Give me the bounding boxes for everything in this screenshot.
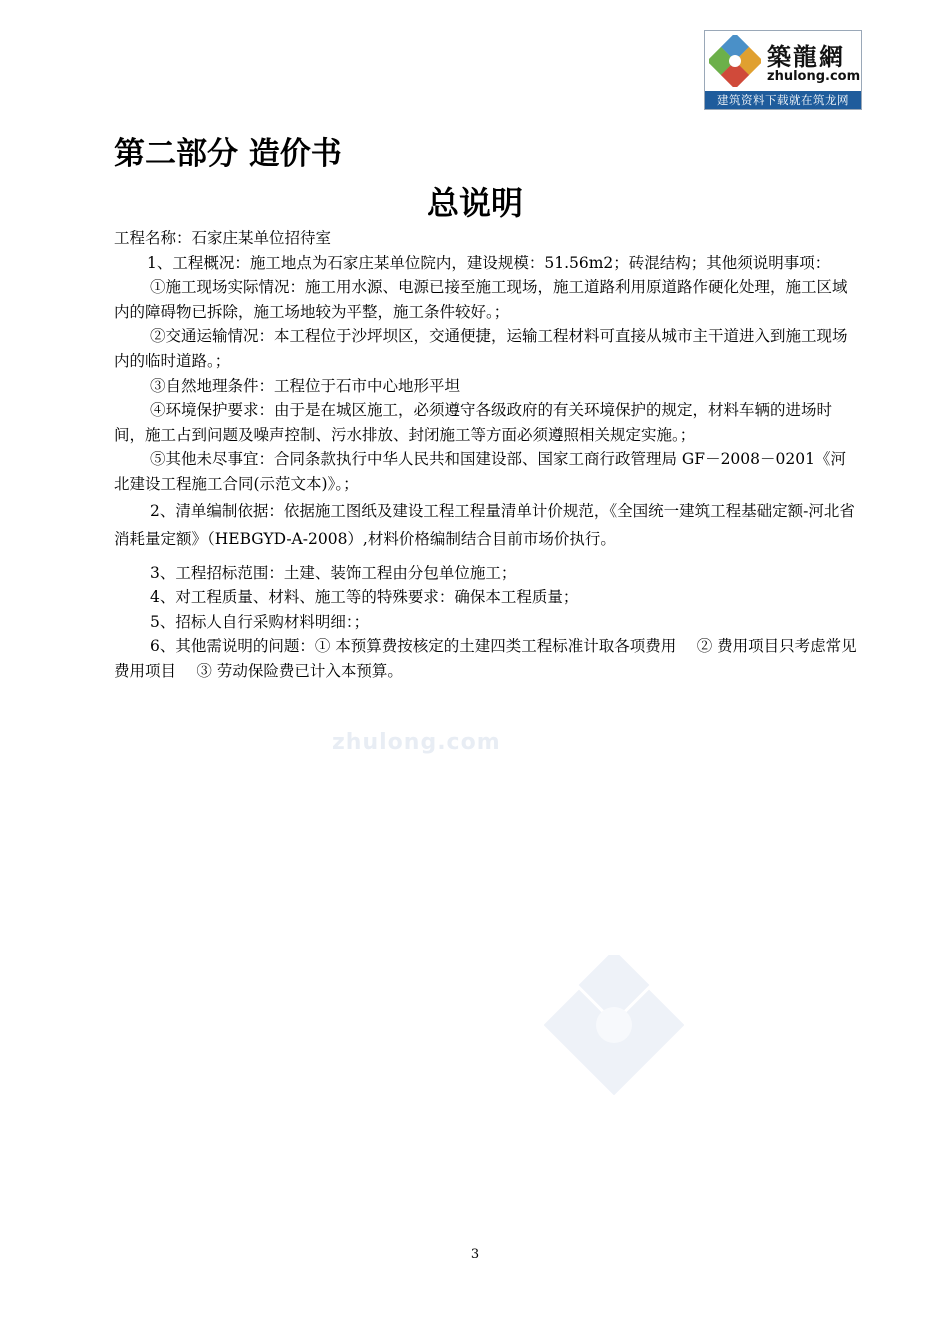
paragraph-geography: ③自然地理条件：工程位于石市中心地形平坦 (150, 376, 461, 395)
paragraph-transport: ②交通运输情况：本工程位于沙坪坝区，交通便捷，运输工程材料可直接从城市主干道进入到施工现场内的临时道路。； (114, 327, 848, 370)
paragraph-self-procured-materials: 5、招标人自行采购材料明细：； (150, 612, 370, 631)
logo-slogan: 建筑资料下载就在筑龙网 (705, 91, 861, 109)
paragraph-site-conditions: ①施工现场实际情况：施工用水源、电源已接至施工现场，施工道路利用原道路作硬化处理，施工区域内的障碍物已拆除，施工场地较为平整，施工条件较好。； (114, 278, 848, 321)
paragraph-environment: ④环境保护要求：由于是在城区施工，必须遵守各级政府的有关环境保护的规定，材料车辆的进场时间，施工占到问题及噪声控制、污水排放、封闭施工等方面必须遵照相关规定实施。； (114, 401, 833, 444)
logo-chinese-name: 築龍網 (767, 43, 845, 71)
page-number: 3 (470, 1247, 480, 1262)
zhulong-logo-icon (709, 35, 761, 87)
document-body (114, 226, 860, 684)
watermark-logo-icon (544, 955, 684, 1095)
paragraph-other-matters: ⑤其他未尽事宜：合同条款执行中华人民共和国建设部、国家工商行政管理局 GF－2008－0201《河北建设工程施工合同(示范文本)》。； (114, 450, 846, 493)
paragraph-bill-basis: 2、清单编制依据：依据施工图纸及建设工程工程量清单计价规范，《全国统一建筑工程基础定额-河北省消耗量定额》（HEBGYD-A-2008）,材料价格编制结合目前市场价执行。 (114, 501, 855, 548)
paragraph-other-notes: 6、其他需说明的问题：① 本预算费按核定的土建四类工程标准计取各项费用 ② 费用项目只考虑常见费用项目 ③ 劳动保险费已计入本预算。 (114, 637, 857, 680)
paragraph-quality-requirements: 4、对工程质量、材料、施工等的特殊要求：确保本工程质量； (150, 588, 579, 607)
paragraph-bid-scope: 3、工程招标范围：土建、装饰工程由分包单位施工； (150, 563, 517, 582)
document-title: 总说明 (426, 184, 523, 222)
paragraph-project-overview: 1、工程概况：施工地点为石家庄某单位院内，建设规模：51.56m2；砖混结构；其他须说明事项： (147, 253, 831, 272)
watermark-text: zhulong.com (332, 730, 501, 755)
zhulong-logo (704, 30, 862, 110)
logo-domain: zhulong.com (767, 69, 861, 84)
project-name-line: 工程名称：石家庄某单位招待室 (114, 229, 332, 247)
part-title: 第二部分 造价书 (114, 136, 342, 172)
